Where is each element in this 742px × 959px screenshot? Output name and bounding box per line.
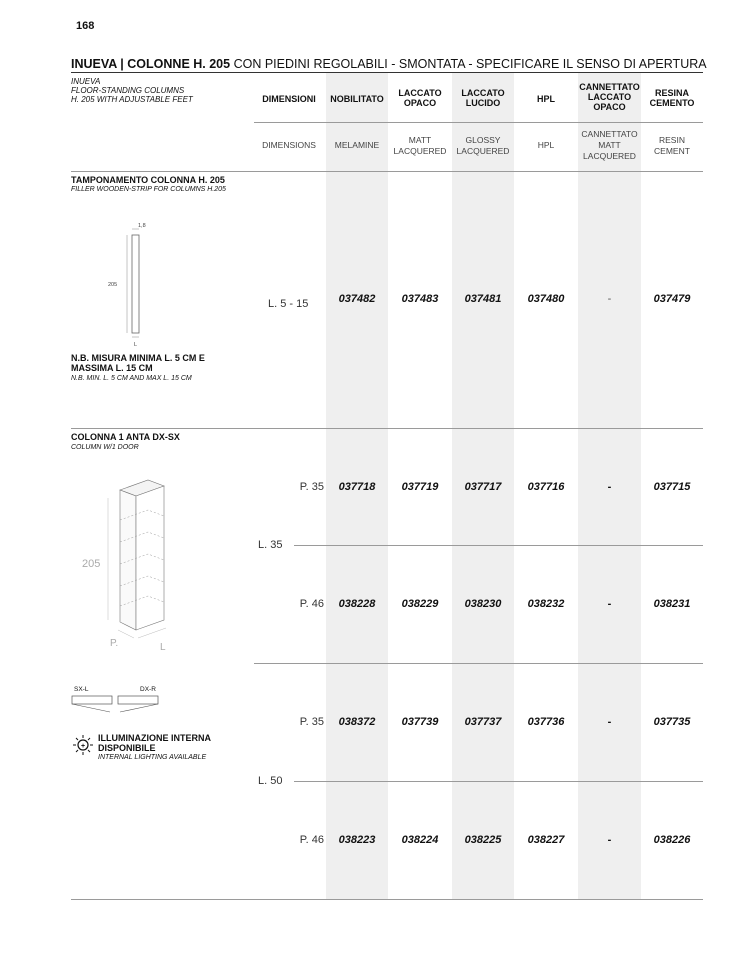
column-width-line xyxy=(138,628,166,638)
code-s1-matt: 037483 xyxy=(401,293,439,305)
group2-row2-depth: P. 46 xyxy=(299,834,324,846)
header-left xyxy=(71,77,193,104)
col-header-laccato-opaco xyxy=(389,88,451,108)
svg-text:+: + xyxy=(80,743,86,750)
filler-strip-drawing xyxy=(100,215,160,350)
filler-height-label: 205 xyxy=(108,282,118,288)
section1-bottom-rule xyxy=(71,428,703,429)
column-depth-line xyxy=(118,630,134,638)
col-header-laccato-lucido xyxy=(452,88,514,108)
header-bottom-rule xyxy=(71,171,703,172)
code-g1r2-cannettato: - xyxy=(607,598,612,610)
col-sub-resin xyxy=(641,135,703,157)
code-g2r2-cannettato: - xyxy=(607,834,612,846)
group2-row1-depth: P. 35 xyxy=(299,716,324,728)
filler-width-label: 1,8 xyxy=(138,223,146,229)
title-bold: INUEVA | COLONNE H. 205 xyxy=(71,57,231,71)
page-title xyxy=(71,57,707,71)
code-g1r2-hpl: 038232 xyxy=(527,598,565,610)
page-number: 168 xyxy=(76,20,95,32)
col-sub-matt xyxy=(389,135,451,157)
col-sub-hpl: HPL xyxy=(537,140,555,150)
column-width-label: L xyxy=(160,642,166,653)
code-g2r1-matt: 037739 xyxy=(401,716,439,728)
hinge-right-swing xyxy=(120,704,158,712)
lighting-title: ILLUMINAZIONE INTERNA DISPONIBILE xyxy=(98,733,211,753)
code-s1-glossy: 037481 xyxy=(464,293,502,305)
col-header-cannettato-text: CANNETTATO LACCATO OPACO xyxy=(579,82,640,112)
code-s1-cannettato: - xyxy=(607,293,612,305)
group1-mid-rule xyxy=(294,545,703,546)
group1-bottom-rule xyxy=(254,663,703,664)
code-g2r2-glossy: 038225 xyxy=(464,834,502,846)
code-g1r1-resin: 037715 xyxy=(653,481,691,493)
code-g1r1-melamine: 037718 xyxy=(338,481,376,493)
code-g2r1-glossy: 037737 xyxy=(464,716,502,728)
hinge-left-door xyxy=(72,696,112,704)
header-left-line1: INUEVA xyxy=(71,77,101,86)
section1-dimension: L. 5 - 15 xyxy=(268,298,309,310)
code-g1r1-glossy: 037717 xyxy=(464,481,502,493)
header-mid-rule xyxy=(254,122,703,123)
section2-subtitle: COLUMN W/1 DOOR xyxy=(71,444,139,451)
code-s1-resin: 037479 xyxy=(653,293,691,305)
section2-title: COLONNA 1 ANTA DX-SX xyxy=(71,432,180,442)
hinge-diagram xyxy=(70,694,170,716)
code-g2r1-cannettato: - xyxy=(607,716,612,728)
section1-title: TAMPONAMENTO COLONNA H. 205 xyxy=(71,175,225,185)
column-height-label: 205 xyxy=(82,558,101,570)
section1-note-sub: N.B. MIN. L. 5 CM AND MAX L. 15 CM xyxy=(71,375,192,382)
code-g2r1-melamine: 038372 xyxy=(338,716,376,728)
hinge-left-label: SX-L xyxy=(74,686,89,693)
lighting-sub: INTERNAL LIGHTING AVAILABLE xyxy=(98,754,207,761)
group1-row2-depth: P. 46 xyxy=(299,598,324,610)
col-sub-matt-text: MATT LACQUERED xyxy=(393,135,447,156)
group2-mid-rule xyxy=(294,781,703,782)
col-header-laccato-opaco-text: LACCATO OPACO xyxy=(398,88,442,108)
code-g1r2-matt: 038229 xyxy=(401,598,439,610)
column-drawing xyxy=(78,470,188,655)
hinge-left-swing xyxy=(72,704,110,712)
col-header-resina-text: RESINA CEMENTO xyxy=(649,88,695,108)
code-g2r2-melamine: 038223 xyxy=(338,834,376,846)
code-g1r1-hpl: 037716 xyxy=(527,481,565,493)
column-side-face xyxy=(120,490,136,630)
code-s1-melamine: 037482 xyxy=(338,293,376,305)
code-g2r1-resin: 037735 xyxy=(653,716,691,728)
col-header-laccato-lucido-text: LACCATO LUCIDO xyxy=(461,88,505,108)
col-sub-glossy xyxy=(452,135,514,157)
code-g1r2-melamine: 038228 xyxy=(338,598,376,610)
col-header-cannettato xyxy=(578,82,641,112)
group2-width: L. 50 xyxy=(258,775,283,787)
col-sub-glossy-text: GLOSSY LACQUERED xyxy=(456,135,510,156)
column-front-face xyxy=(136,486,164,630)
section1-note-title: N.B. MISURA MINIMA L. 5 CM E MASSIMA L. 15 CM xyxy=(71,353,205,373)
filler-strip-shape xyxy=(132,235,139,333)
code-g1r2-resin: 038231 xyxy=(653,598,691,610)
group1-width: L. 35 xyxy=(258,539,283,551)
col-header-dimensioni: DIMENSIONI xyxy=(262,94,316,104)
col-header-nobilitato: NOBILITATO xyxy=(330,94,384,104)
col-sub-dimensions: DIMENSIONS xyxy=(262,140,316,150)
code-g1r2-glossy: 038230 xyxy=(464,598,502,610)
header-left-line2: FLOOR-STANDING COLUMNS xyxy=(71,86,185,95)
title-normal: CON PIEDINI REGOLABILI - SMONTATA - SPECIFICARE IL SENSO DI APERTURA xyxy=(233,57,707,71)
title-rule xyxy=(71,72,703,73)
hinge-right-door xyxy=(118,696,158,704)
code-g1r1-matt: 037719 xyxy=(401,481,439,493)
code-g1r1-cannettato: - xyxy=(607,481,612,493)
col-sub-cannettato-text: CANNETTATO MATT LACQUERED xyxy=(581,129,638,161)
code-g2r2-matt: 038224 xyxy=(401,834,439,846)
col-sub-melamine: MELAMINE xyxy=(334,140,380,150)
code-s1-hpl: 037480 xyxy=(527,293,565,305)
code-g2r1-hpl: 037736 xyxy=(527,716,565,728)
col-header-resina xyxy=(641,88,703,108)
lightbulb-icon xyxy=(72,734,94,756)
table-bottom-rule xyxy=(71,899,703,900)
col-sub-cannettato xyxy=(578,129,641,162)
column-depth-label: P. xyxy=(110,638,119,649)
col-sub-resin-text: RESIN CEMENT xyxy=(654,135,690,156)
code-g2r2-resin: 038226 xyxy=(653,834,691,846)
hinge-right-label: DX-R xyxy=(140,686,156,693)
group1-row1-depth: P. 35 xyxy=(299,481,324,493)
section1-subtitle: FILLER WOODEN-STRIP FOR COLUMNS H.205 xyxy=(71,186,226,193)
filler-base-label: L xyxy=(134,342,138,348)
header-left-line3: H. 205 WITH ADJUSTABLE FEET xyxy=(71,95,193,104)
col-header-hpl: HPL xyxy=(537,94,555,104)
code-g2r2-hpl: 038227 xyxy=(527,834,565,846)
